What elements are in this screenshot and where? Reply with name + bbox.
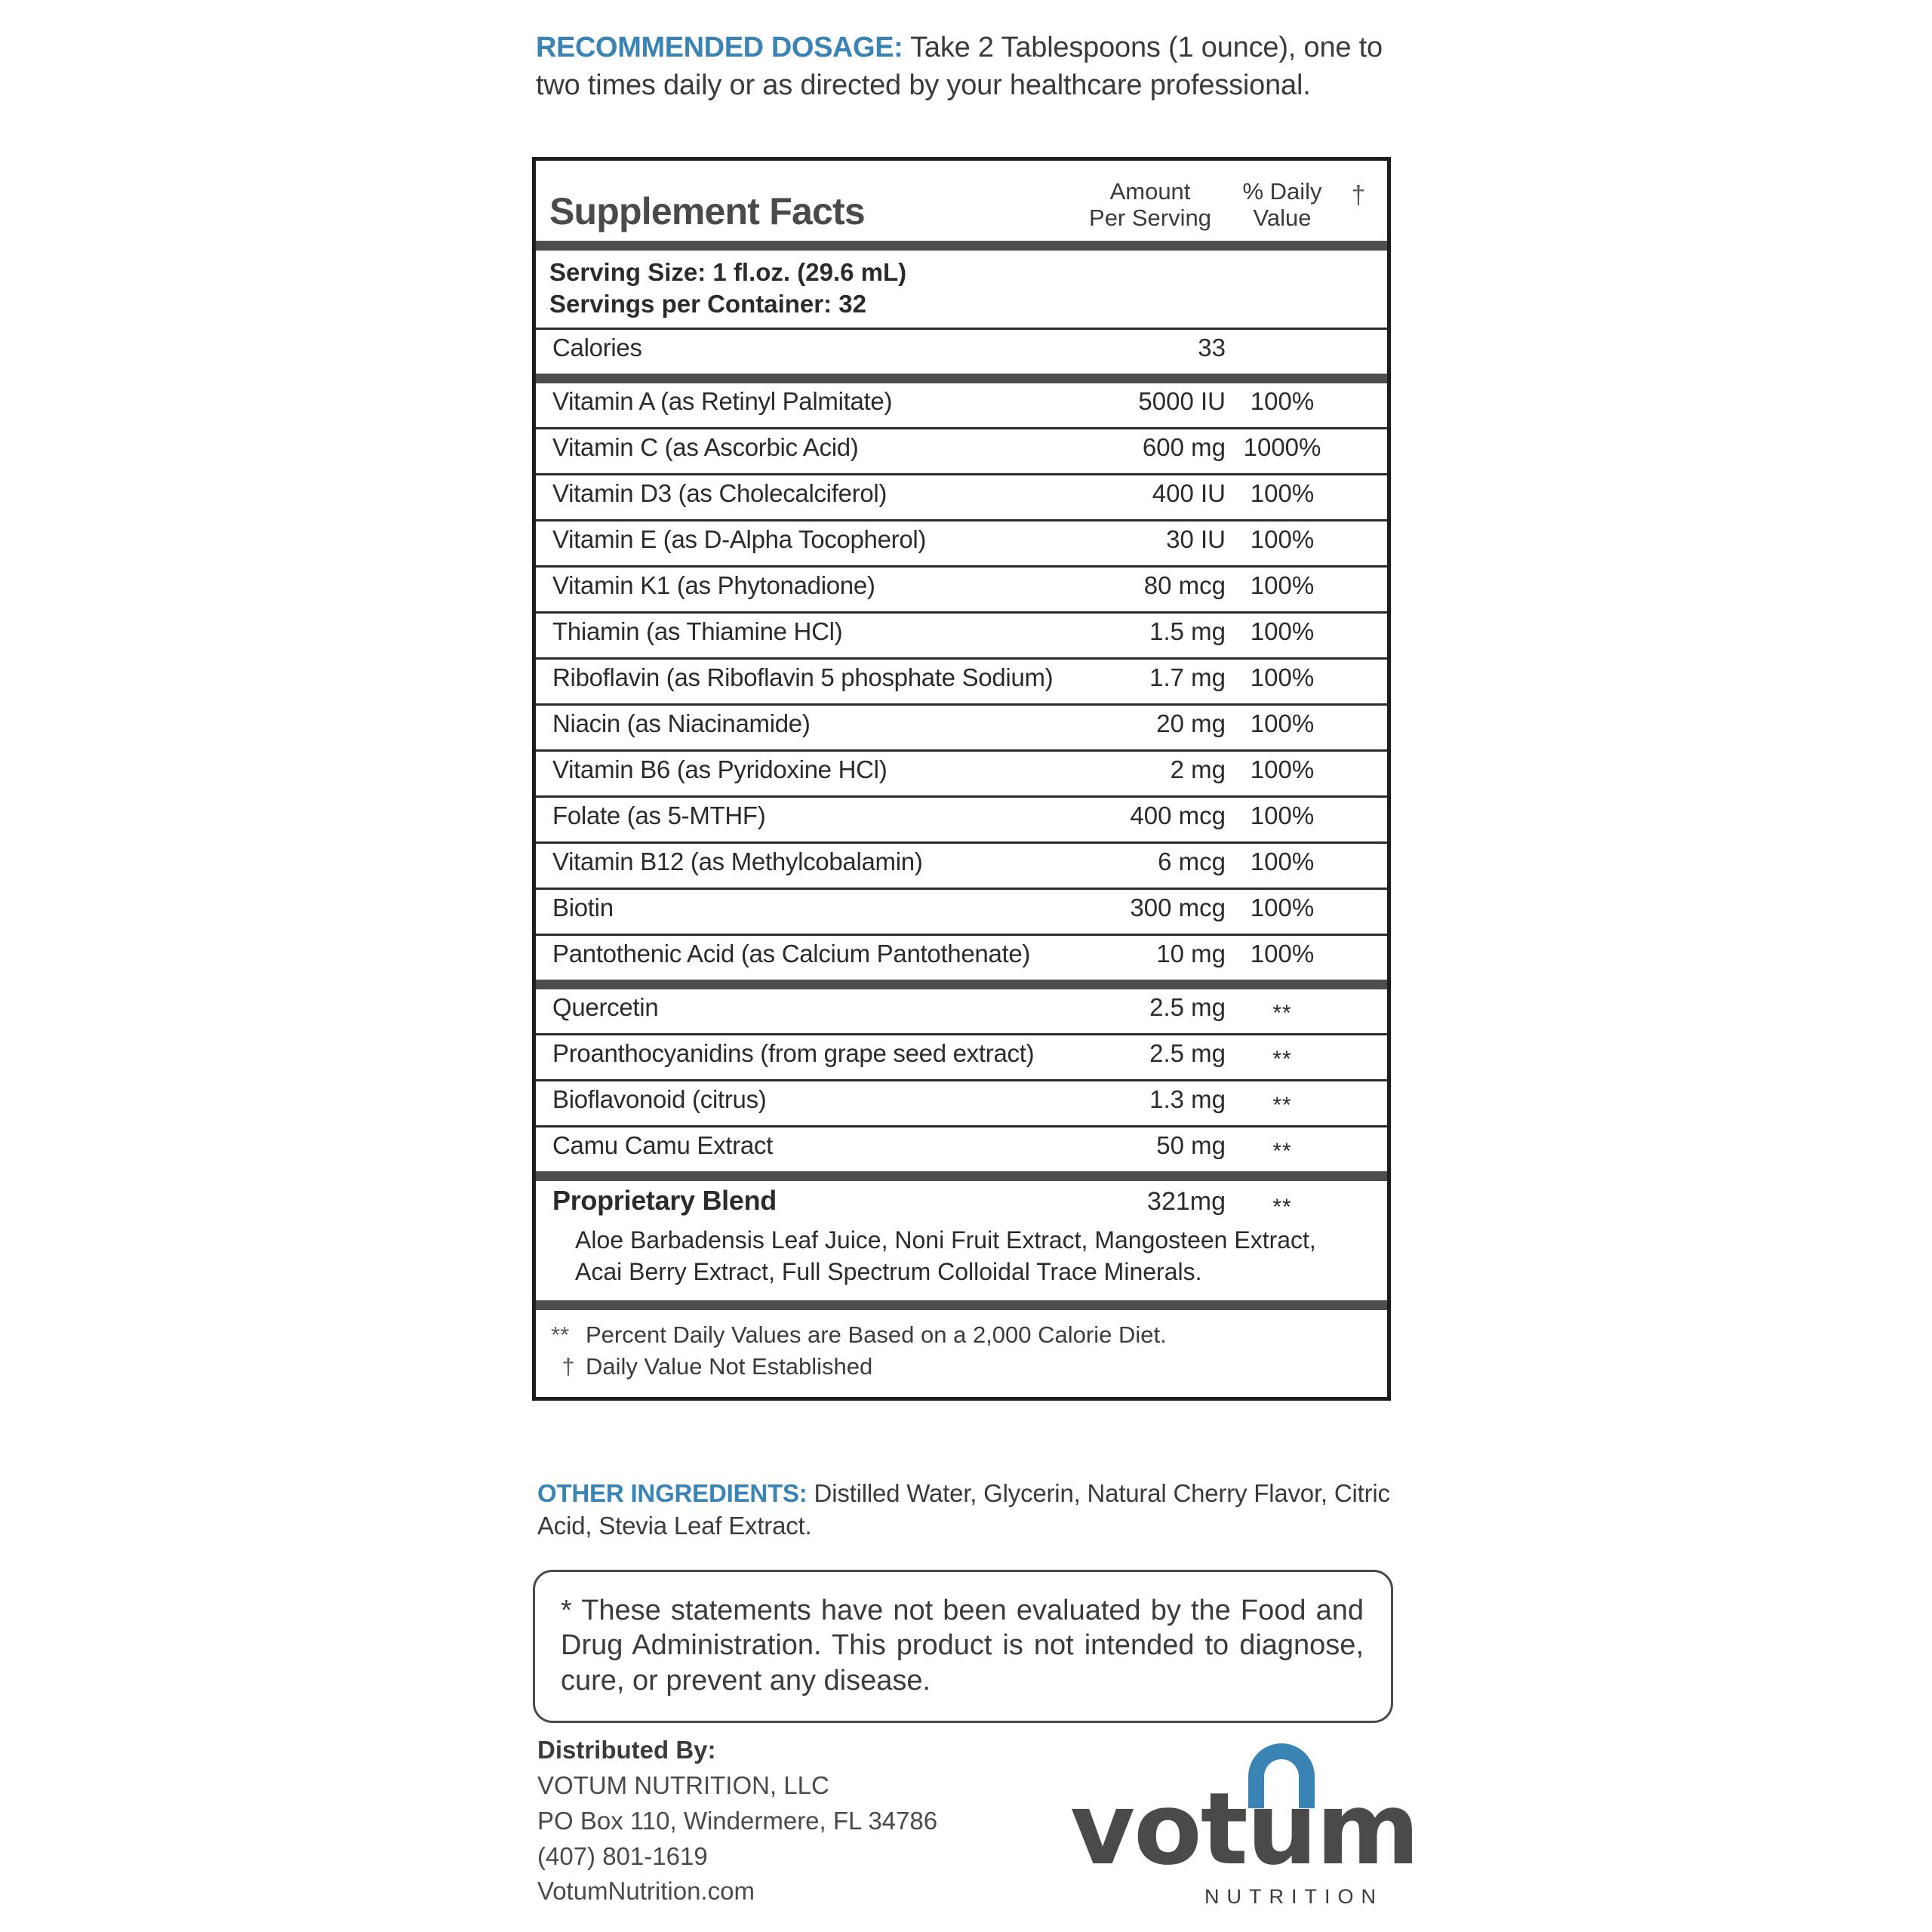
table-row xyxy=(536,1081,1387,1125)
calories-amount: 33 xyxy=(1198,334,1226,362)
nutrient-daily-value: 100% xyxy=(1250,387,1315,416)
daily-value-header xyxy=(1226,178,1339,232)
nutrient-name: Vitamin D3 (as Cholecalciferol) xyxy=(552,479,888,508)
distributor-address: PO Box 110, Windermere, FL 34786 xyxy=(537,1806,938,1835)
nutrient-amount: 400 IU xyxy=(1152,479,1226,508)
distributor-phone: (407) 801-1619 xyxy=(537,1841,708,1870)
table-row xyxy=(536,614,1387,657)
proprietary-blend-dv: ** xyxy=(1272,1195,1292,1220)
other-ingredients-label: OTHER INGREDIENTS: xyxy=(537,1479,808,1507)
footnote-dagger-text: Daily Value Not Established xyxy=(586,1352,873,1380)
nutrient-amount: 30 IU xyxy=(1166,525,1226,554)
logo-wordmark: votum xyxy=(1070,1771,1419,1887)
nutrient-amount: 10 mg xyxy=(1156,940,1226,968)
nutrient-name: Thiamin (as Thiamine HCl) xyxy=(552,617,843,646)
nutrient-amount: 80 mcg xyxy=(1143,571,1226,600)
double-asterisk-mark: ** xyxy=(1272,1139,1292,1164)
nutrient-name: Pantothenic Acid (as Calcium Pantothenate) xyxy=(552,940,1031,968)
table-row xyxy=(536,844,1387,888)
nutrient-amount: 20 mg xyxy=(1156,709,1226,738)
nutrient-name: Camu Camu Extract xyxy=(552,1131,773,1160)
amount-header-line2: Per Serving xyxy=(1089,205,1211,232)
other-nutrient-rows-group xyxy=(536,989,1387,1171)
table-row xyxy=(536,706,1387,749)
logo-mark xyxy=(1070,1743,1419,1917)
nutrient-daily-value: 100% xyxy=(1250,894,1315,922)
nutrient-amount: 50 mg xyxy=(1156,1131,1226,1160)
nutrient-daily-value: 100% xyxy=(1250,617,1315,646)
table-row xyxy=(536,1128,1387,1171)
nutrient-name: Bioflavonoid (citrus) xyxy=(552,1085,767,1114)
table-row-calories xyxy=(536,330,1387,374)
nutrient-name: Riboflavin (as Riboflavin 5 phosphate Sodium) xyxy=(552,663,1054,692)
table-row xyxy=(536,475,1387,519)
nutrient-amount: 2 mg xyxy=(1170,755,1226,784)
table-row xyxy=(536,798,1387,841)
nutrient-name: Vitamin B12 (as Methylcobalamin) xyxy=(552,848,923,876)
table-row-proprietary-blend xyxy=(536,1181,1387,1225)
nutrient-name: Biotin xyxy=(552,894,614,922)
distributor-company: VOTUM NUTRITION, LLC xyxy=(537,1770,829,1799)
nutrient-daily-value: 100% xyxy=(1250,525,1315,554)
nutrient-daily-value xyxy=(1226,993,1339,1026)
nutrient-name: Proanthocyanidins (from grape seed extract) xyxy=(552,1039,1035,1068)
nutrient-daily-value: 100% xyxy=(1250,663,1315,692)
dagger-symbol-header: † xyxy=(1351,180,1366,210)
footnote-stars-text: Percent Daily Values are Based on a 2,000 Calorie Diet. xyxy=(586,1321,1167,1348)
nutrient-name: Vitamin K1 (as Phytonadione) xyxy=(552,571,875,600)
serving-info-block xyxy=(536,251,1387,328)
amount-header-line1: Amount xyxy=(1109,177,1191,205)
amount-per-serving-header xyxy=(1075,178,1226,232)
nutrient-name: Folate (as 5-MTHF) xyxy=(552,801,766,830)
logo-subtitle: NUTRITION xyxy=(1204,1885,1383,1908)
nutrient-amount: 600 mg xyxy=(1142,433,1226,462)
supplement-facts-title: Supplement Facts xyxy=(549,190,865,232)
dv-header-line2: Value xyxy=(1253,205,1312,232)
nutrient-name: Vitamin B6 (as Pyridoxine HCl) xyxy=(552,755,888,784)
double-asterisk-mark: ** xyxy=(1272,1001,1292,1026)
proprietary-blend-amount: 321mg xyxy=(1147,1187,1226,1217)
nutrient-amount: 6 mcg xyxy=(1158,848,1226,876)
dv-header-line1: % Daily xyxy=(1242,177,1322,205)
nutrient-daily-value xyxy=(1226,1131,1339,1164)
footnotes-separator-rule xyxy=(536,1300,1387,1310)
servings-per-container-text: Servings per Container: 32 xyxy=(549,290,866,318)
other-ingredients-text: Distilled Water, Glycerin, Natural Cherry Flavor, Citric Acid, Stevia Leaf Extract. xyxy=(537,1479,1390,1540)
nutrient-amount: 1.7 mg xyxy=(1149,663,1226,692)
nutrient-daily-value: 100% xyxy=(1250,571,1315,600)
vitamin-rows-group xyxy=(536,383,1387,980)
nutrient-amount: 2.5 mg xyxy=(1149,1039,1226,1068)
supplement-facts-panel xyxy=(532,157,1391,1401)
nutrient-amount: 1.3 mg xyxy=(1149,1085,1226,1114)
supplement-facts-footnotes xyxy=(536,1310,1387,1398)
double-asterisk-mark: ** xyxy=(1272,1047,1292,1072)
recommended-dosage-label: RECOMMENDED DOSAGE: xyxy=(536,32,903,63)
nutrient-daily-value: 1000% xyxy=(1243,433,1321,462)
double-asterisk-mark: ** xyxy=(1272,1093,1292,1118)
footnote-dagger-mark: † xyxy=(561,1352,575,1380)
table-row xyxy=(536,660,1387,703)
nutrient-daily-value: 100% xyxy=(1250,479,1315,508)
table-row xyxy=(536,383,1387,427)
supplement-facts-header xyxy=(536,161,1387,241)
footnote-stars-mark: ** xyxy=(551,1321,570,1348)
nutrient-amount: 5000 IU xyxy=(1138,387,1226,416)
vitamins-separator-rule xyxy=(536,980,1387,989)
table-row xyxy=(536,936,1387,980)
nutrient-name: Quercetin xyxy=(552,993,659,1022)
table-row xyxy=(536,1035,1387,1079)
distributor-block xyxy=(537,1733,937,1909)
nutrient-daily-value xyxy=(1226,1039,1339,1072)
table-row xyxy=(536,989,1387,1033)
calories-label: Calories xyxy=(552,334,642,362)
footnote-stars xyxy=(551,1319,1374,1351)
recommended-dosage-text: Take 2 Tablespoons (1 ounce), one to two times daily or as directed by your healthcare professional. xyxy=(536,32,1383,102)
blend-separator-rule xyxy=(536,1171,1387,1181)
nutrient-name: Vitamin E (as D-Alpha Tocopherol) xyxy=(552,525,927,554)
table-row xyxy=(536,752,1387,795)
fda-disclaimer-box: * These statements have not been evaluated by the Food and Drug Administration. This product is not intended to diagnose, cure, or prevent any disease. xyxy=(533,1570,1393,1723)
nutrient-amount: 1.5 mg xyxy=(1149,617,1226,646)
supplement-facts-column-headers xyxy=(1075,178,1378,235)
nutrient-amount: 2.5 mg xyxy=(1149,993,1226,1022)
nutrient-amount: 400 mcg xyxy=(1130,801,1226,830)
nutrient-daily-value: 100% xyxy=(1250,801,1315,830)
table-row xyxy=(536,521,1387,565)
votum-nutrition-logo xyxy=(1070,1743,1419,1917)
nutrient-name: Niacin (as Niacinamide) xyxy=(552,709,811,738)
proprietary-blend-label: Proprietary Blend xyxy=(552,1185,777,1217)
header-separator-rule xyxy=(536,241,1387,251)
nutrient-daily-value xyxy=(1226,1085,1339,1118)
nutrient-daily-value: 100% xyxy=(1250,709,1315,738)
nutrient-name: Vitamin A (as Retinyl Palmitate) xyxy=(552,387,893,416)
proprietary-blend-ingredients: Aloe Barbadensis Leaf Juice, Noni Fruit Extract, Mangosteen Extract, Acai Berry Extract, Full Spectrum Colloidal Trace Minerals. xyxy=(575,1226,1316,1286)
nutrient-daily-value: 100% xyxy=(1250,848,1315,876)
footnote-dagger xyxy=(551,1351,1374,1383)
serving-size-text: Serving Size: 1 fl.oz. (29.6 mL) xyxy=(549,258,907,286)
recommended-dosage-paragraph xyxy=(536,29,1404,104)
nutrient-daily-value: 100% xyxy=(1250,755,1315,784)
other-ingredients-paragraph xyxy=(537,1478,1398,1543)
distributor-website[interactable]: VotumNutrition.com xyxy=(537,1877,755,1906)
nutrient-name: Vitamin C (as Ascorbic Acid) xyxy=(552,433,859,462)
table-row xyxy=(536,429,1387,473)
distributed-by-label: Distributed By: xyxy=(537,1736,716,1764)
calories-separator-rule xyxy=(536,374,1387,383)
nutrient-amount: 300 mcg xyxy=(1130,894,1226,922)
nutrient-daily-value: 100% xyxy=(1250,940,1315,968)
table-row xyxy=(536,568,1387,611)
table-row xyxy=(536,890,1387,934)
